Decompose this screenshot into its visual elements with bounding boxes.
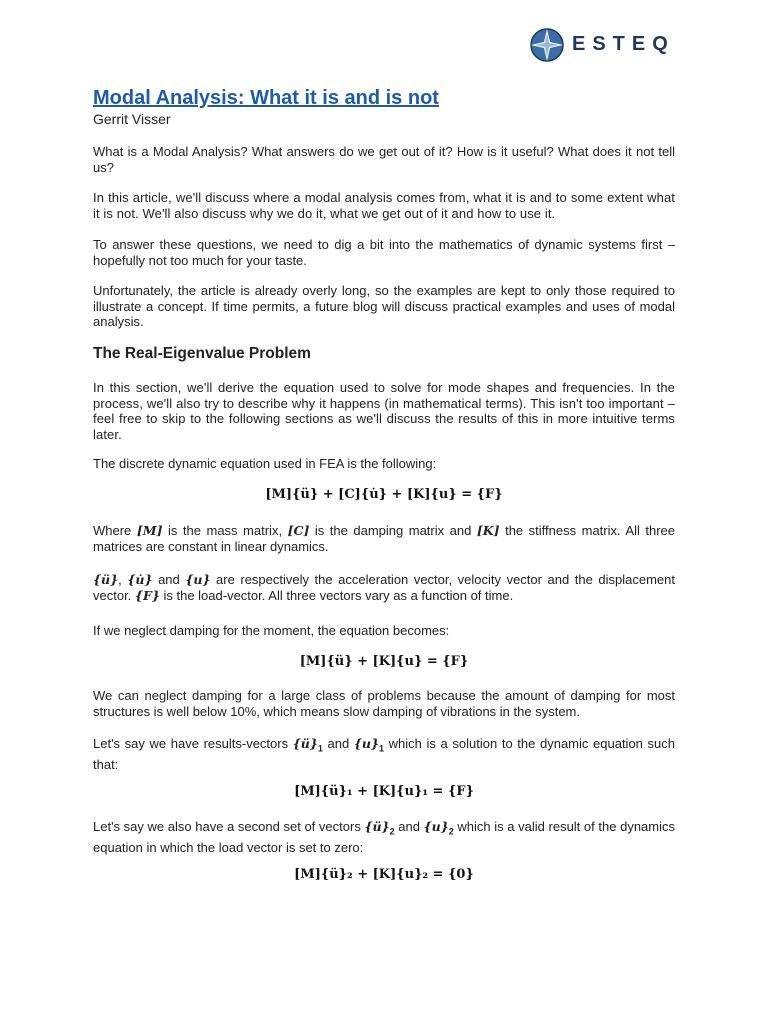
globe-logo-icon bbox=[528, 27, 566, 63]
p4-text-a: are respectively the acceleration vector, velocity vector and the displacement vector. bbox=[93, 572, 675, 603]
p8-and: and bbox=[394, 819, 424, 834]
p3-text-a: Where bbox=[93, 523, 137, 538]
p7-subscript-2: 1 bbox=[379, 743, 385, 754]
p7-text-a: Let's say we have results-vectors bbox=[93, 736, 293, 751]
p8-text-a: Let's say we also have a second set of vectors bbox=[93, 819, 365, 834]
displacement-vector-symbol: {u} bbox=[185, 572, 211, 587]
stiffness-matrix-symbol: [K] bbox=[476, 523, 500, 538]
p3-text-b: is the mass matrix, bbox=[162, 523, 288, 538]
p8-subscript-2: 2 bbox=[448, 826, 454, 837]
esteq-logo bbox=[528, 27, 688, 63]
section-paragraph-6: We can neglect damping for a large class of problems because the amount of damping for most structures is well below 10%, which means slow damping of vibrations in the system. bbox=[93, 688, 675, 719]
section-paragraph-1: In this section, we'll derive the equation used to solve for mode shapes and frequencies. In the process, we'll also try to describe why it happens (in mathematical terms). This isn't too important – feel free to skip to the following sections as we'll discuss the results of this in more intuitive terms later. bbox=[93, 380, 675, 442]
p8-vector-2: {u} bbox=[423, 819, 449, 834]
equation-2 bbox=[93, 654, 675, 669]
p8-subscript-1: 2 bbox=[389, 826, 395, 837]
load-vector-symbol: {F} bbox=[134, 587, 160, 603]
section-paragraph-4: {ü}, {u̇} and {u} are respectively the acceleration vector, velocity vector and the displacement vector. {F} is the load-vector. All three vectors vary as a function of time. bbox=[93, 572, 675, 603]
velocity-vector-symbol: {u̇} bbox=[127, 572, 153, 587]
article-title[interactable]: Modal Analysis: What it is and is not bbox=[93, 87, 439, 109]
acceleration-vector-symbol: {ü} bbox=[93, 572, 119, 587]
p7-vector-1: {ü} bbox=[292, 736, 318, 751]
equation-1-text: [M]{ü} + [C]{u̇} + [K]{u} = {F} bbox=[265, 487, 503, 502]
equation-2-text: [M]{ü} + [K]{u} = {F} bbox=[299, 654, 469, 669]
damping-matrix-symbol: [C] bbox=[287, 523, 310, 538]
p8-text-b: which is a valid result of the dynamics equation in which the load vector is set to zero: bbox=[93, 819, 675, 856]
p3-text-d: is the damping matrix and bbox=[309, 523, 477, 538]
intro-paragraph-1: What is a Modal Analysis? What answers do we get out of it? How is it useful? What does it not tell us? bbox=[93, 144, 675, 175]
equation-4 bbox=[93, 867, 675, 882]
section-paragraph-2: The discrete dynamic equation used in FEA is the following: bbox=[93, 456, 437, 471]
equation-4-text: [M]{ü}₂ + [K]{u}₂ = {0} bbox=[294, 867, 474, 882]
section-paragraph-7 bbox=[93, 736, 675, 773]
section-paragraph-8 bbox=[93, 819, 675, 856]
equation-1 bbox=[93, 487, 675, 502]
p7-vector-2: {u} bbox=[353, 736, 380, 751]
p8-vector-1: {ü} bbox=[364, 819, 390, 834]
intro-paragraph-2: In this article, we'll discuss where a modal analysis comes from, what it is and to some extent what it is not. We'll also discuss why we do it, what we get out of it and how to use it. bbox=[93, 190, 675, 221]
author-name: Gerrit Visser bbox=[93, 111, 171, 127]
section-paragraph-3 bbox=[93, 523, 675, 554]
p7-text-b: which is a solution to the dynamic equation such that: bbox=[93, 736, 675, 773]
intro-paragraph-4: Unfortunately, the article is already overly long, so the examples are kept to only those required to illustrate a concept. If time permits, a future blog will discuss practical examples and uses of modal analysis. bbox=[93, 283, 675, 329]
p7-subscript-1: 1 bbox=[317, 743, 323, 754]
equation-3 bbox=[93, 784, 675, 799]
equation-3-text: [M]{ü}₁ + [K]{u}₁ = {F} bbox=[294, 784, 474, 799]
mass-matrix-symbol: [M] bbox=[136, 523, 163, 538]
p4-text-b: is the load-vector. All three vectors vary as a function of time. bbox=[159, 587, 514, 603]
p3-text-e: the stiffness matrix. All three matrices are constant in linear dynamics. bbox=[93, 523, 676, 554]
intro-paragraph-3: To answer these questions, we need to dig a bit into the mathematics of dynamic systems first – hopefully not too much for your taste. bbox=[93, 237, 675, 268]
section-heading: The Real-Eigenvalue Problem bbox=[93, 345, 311, 362]
logo-text: ESTEQ bbox=[572, 33, 675, 55]
p7-and: and bbox=[322, 736, 354, 751]
section-paragraph-5: If we neglect damping for the moment, the equation becomes: bbox=[93, 623, 450, 638]
